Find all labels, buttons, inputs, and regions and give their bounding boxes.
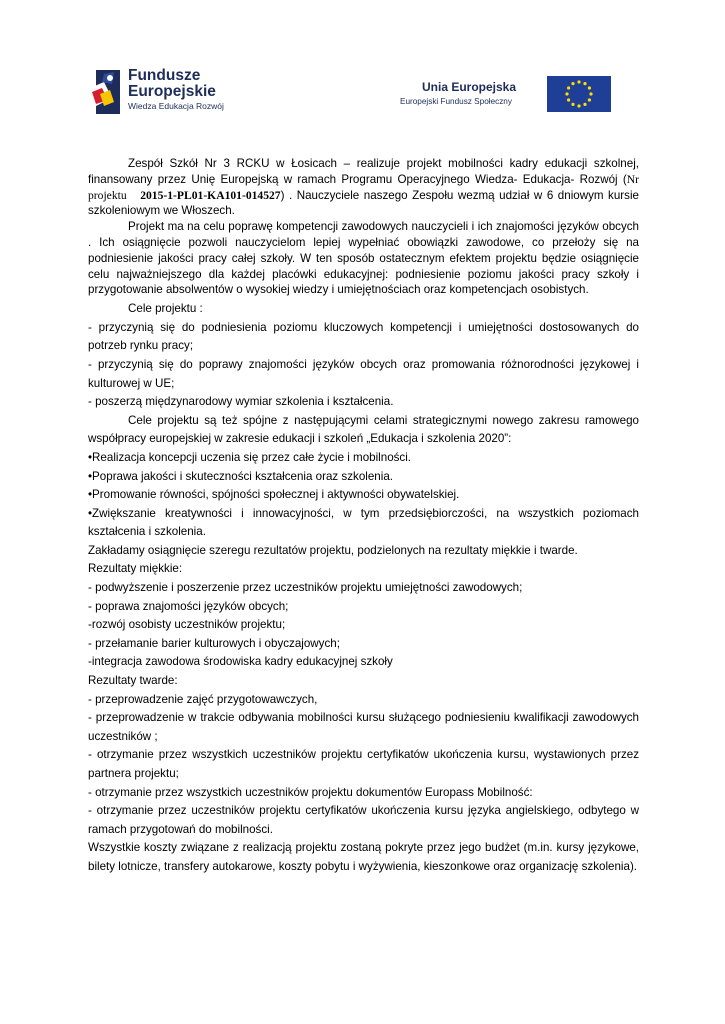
fundusze-europejskie-logo xyxy=(90,68,270,118)
strategic-goal-item: •Zwiększanie kreatywności i innowacyjności, w tym przedsiębiorczości, na wszystkich poziomach kształcenia i szkolenia. xyxy=(88,506,639,539)
goal-item: - przyczynią się do podniesienia poziomu kluczowych kompetencji i umiejętności dostosowanych do potrzeb rynku pracy; xyxy=(88,320,639,353)
unia-europejska-title: Unia Europejska xyxy=(422,80,517,94)
intro-text-part1: Zespół Szkół Nr 3 RCKU w Łosicach – realizuje projekt mobilności kadry edukacji szkolnej, finansowany przez Unię Europejską w ramach Programu Operacyjnego Wiedza- Edukacja- Rozwój ( xyxy=(88,157,639,186)
fe-title-line1: Fundusze xyxy=(128,67,201,84)
soft-result-item: - podwyższenie i poszerzenie przez uczestników projektu umiejętności zawodowych; xyxy=(88,581,523,595)
intro-text-part2: ) . Nauczyciele naszego Zespołu wezmą udział w 6 dniowym kursie szkoleniowym we Włoszech. xyxy=(88,188,639,218)
hard-results-list xyxy=(88,691,639,840)
intro-paragraph xyxy=(88,156,639,219)
soft-result-item: - przełamanie barier kulturowych i obyczajowych; xyxy=(88,636,340,650)
strategic-goal-item: •Promowanie równości, spójności społecznej i aktywności obywatelskiej. xyxy=(88,488,460,502)
hard-result-item: - otrzymanie przez wszystkich uczestników projektu certyfikatów ukończenia kursu, wystawionych przez partnera projektu; xyxy=(88,748,639,781)
hard-result-item: - otrzymanie przez uczestników projektu certyfikatów ukończenia kursu języka angielskiego, odbytego w ramach przygotowań do mobilności. xyxy=(88,804,639,836)
hard-result-item: - przeprowadzenie w trakcie odbywania mobilności kursu służącego podniesieniu kwalifikacji zawodowych uczestników ; xyxy=(88,711,639,743)
fundusze-europejskie-mark-icon xyxy=(90,68,122,116)
strategic-goal-item: •Poprawa jakości i skuteczności kształcenia oraz szkolenia. xyxy=(88,469,393,483)
project-number: 2015-1-PL01-KA101-014527 xyxy=(140,188,281,202)
hard-results-heading: Rezultaty twarde: xyxy=(88,674,178,688)
hard-result-item: - przeprowadzenie zajęć przygotowawczych, xyxy=(88,692,318,706)
goals-heading: Cele projektu : xyxy=(128,302,203,316)
fundusze-europejskie-title xyxy=(128,68,216,100)
unia-europejska-logo xyxy=(398,76,614,112)
strategic-goal-item: •Realizacja koncepcji uczenia się przez całe życie i mobilności. xyxy=(88,450,412,464)
goal-paragraph: Projekt ma na celu poprawę kompetencji zawodowych nauczycieli i ich znajomości języków obcych . Ich osiągnięcie pozwoli nauczycielom lepiej wypełniać obowiązki zawodowe, co przełoży się na podniesienie jakości pracy całej szkoły. W ten sposób ostatecznym efektem projektu będzie osiągnięcie celu najważniejszego dla każdej placówki edukacyjnej: podniesienie poziomu jakości pracy szkoły i przygotowanie absolwentów o wysokiej wiedzy i umiejętnościach oraz kompetencjach osobistych. xyxy=(88,220,639,297)
strategic-goals-list xyxy=(88,449,639,542)
soft-result-item: -integracja zawodowa środowiska kadry edukacyjnej szkoły xyxy=(88,655,393,669)
fundusze-europejskie-subtitle: Wiedza Edukacja Rozwój xyxy=(128,101,224,111)
soft-results-list xyxy=(88,579,639,672)
project-number-label: Nr projektu xyxy=(88,172,639,202)
strategic-paragraph: Cele projektu są też spójne z następującymi celami strategicznymi nowego zakresu ramowego współpracy europejskiej w zakresie edukacji i szkoleń „Edukacja i szkolenia 2020”: xyxy=(88,413,639,446)
goals-list xyxy=(88,319,639,412)
eu-flag-icon xyxy=(547,76,611,112)
goal-item: - poszerzą międzynarodowy wymiar szkolenia i kształcenia. xyxy=(88,395,394,409)
document-body xyxy=(88,156,639,877)
fe-title-line2: Europejskie xyxy=(128,83,216,100)
soft-result-item: -rozwój osobisty uczestników projektu; xyxy=(88,618,286,632)
soft-result-item: - poprawa znajomości języków obcych; xyxy=(88,599,289,613)
results-intro: Zakładamy osiągnięcie szeregu rezultatów projektu, podzielonych na rezultaty miękkie i twarde. xyxy=(88,543,578,557)
efs-subtitle: Europejski Fundusz Społeczny xyxy=(400,97,512,106)
hard-result-item: - otrzymanie przez wszystkich uczestników projektu dokumentów Europass Mobilność: xyxy=(88,785,533,799)
soft-results-heading: Rezultaty miękkie: xyxy=(88,562,183,576)
costs-paragraph: Wszystkie koszty związane z realizacją projektu zostaną pokryte przez jego budżet (m.in. kursy językowe, bilety lotnicze, transfery autokarowe, koszty pobytu i wyżywienia, kieszonkowe oraz organizację szkolenia). xyxy=(88,841,639,873)
goal-item: - przyczynią się do poprawy znajomości języków obcych oraz promowania różnorodności językowej i kulturowej w UE; xyxy=(88,357,639,390)
